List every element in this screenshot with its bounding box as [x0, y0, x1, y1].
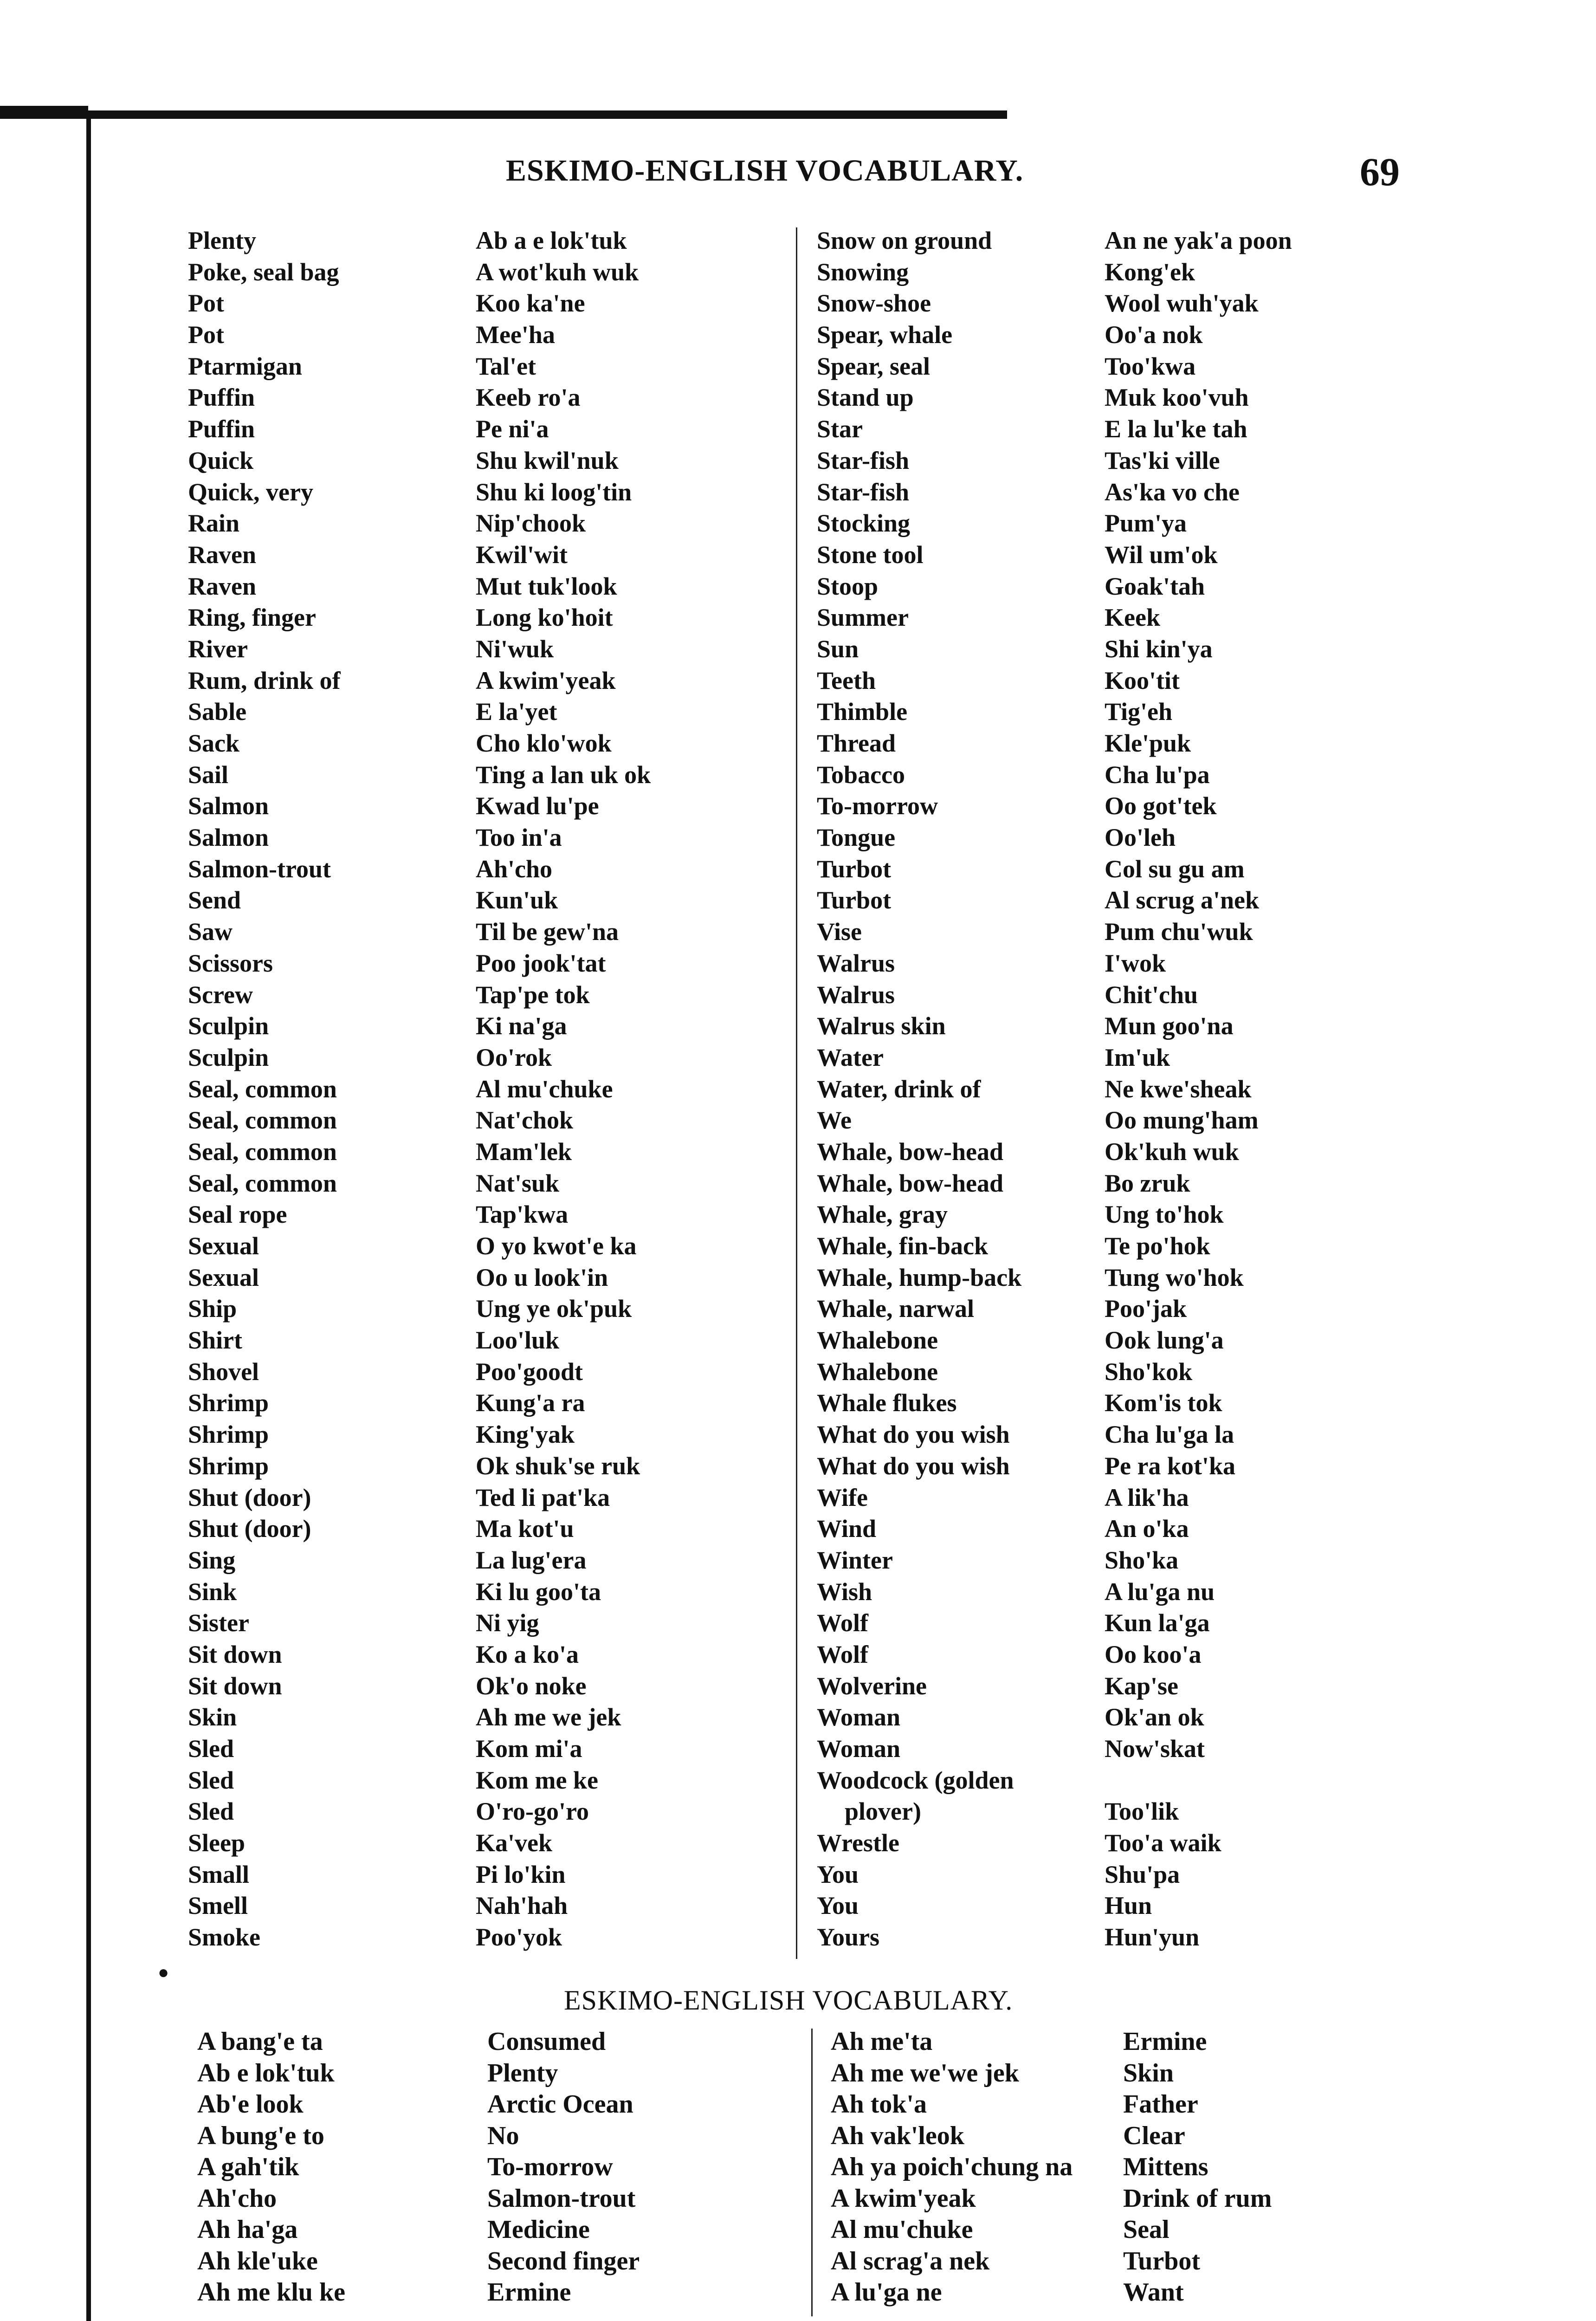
vocabulary-entry: Ung to'hok	[1105, 1200, 1224, 1229]
vocabulary-entry: Sit down	[188, 1672, 282, 1700]
vocabulary-entry: Ok'o noke	[476, 1672, 587, 1700]
vocabulary-entry: Sled	[188, 1797, 234, 1826]
vocabulary-entry: Sleep	[188, 1829, 246, 1857]
vocabulary-entry: Pot	[188, 321, 224, 349]
vocabulary-entry: Seal rope	[188, 1200, 287, 1229]
vocabulary-entry: Clear	[1123, 2121, 1185, 2150]
vocabulary-entry: Til be gew'na	[476, 918, 619, 946]
vocabulary-entry: Sister	[188, 1609, 249, 1637]
vocabulary-entry: Arctic Ocean	[487, 2090, 633, 2119]
vocabulary-entry: Ne kwe'sheak	[1105, 1075, 1252, 1103]
vocabulary-entry: Winter	[817, 1546, 893, 1574]
vocabulary-entry: Ok'kuh wuk	[1105, 1137, 1239, 1166]
vocabulary-entry: Puffin	[188, 383, 255, 412]
vocabulary-entry: Walrus	[817, 949, 895, 977]
vocabulary-entry: Smell	[188, 1892, 248, 1920]
scan-rule-vertical	[86, 111, 91, 2321]
vocabulary-entry: Ni yig	[476, 1609, 539, 1637]
vocabulary-entry: Ki na'ga	[476, 1012, 567, 1040]
vocabulary-entry: Woman	[817, 1703, 901, 1731]
vocabulary-entry: Shrimp	[188, 1389, 269, 1417]
vocabulary-entry: Ung ye ok'puk	[476, 1295, 632, 1323]
vocabulary-entry: Ptarmigan	[188, 352, 302, 380]
vocabulary-entry: I'wok	[1105, 949, 1166, 977]
vocabulary-entry: Ship	[188, 1295, 237, 1323]
vocabulary-entry: Rum, drink of	[188, 666, 341, 694]
vocabulary-entry: Pum'ya	[1105, 509, 1187, 538]
vocabulary-entry: As'ka vo che	[1105, 478, 1240, 506]
vocabulary-entry: Ah ha'ga	[197, 2215, 298, 2244]
vocabulary-entry: Te po'hok	[1105, 1232, 1210, 1260]
vocabulary-entry: Snow-shoe	[817, 289, 931, 318]
vocabulary-entry: Stoop	[817, 572, 879, 600]
vocabulary-entry: Turbot	[817, 886, 892, 914]
vocabulary-entry: Pe ra kot'ka	[1105, 1452, 1235, 1480]
vocabulary-entry: Whalebone	[817, 1326, 938, 1355]
vocabulary-entry: Shovel	[188, 1357, 259, 1386]
vocabulary-entry: A wot'kuh wuk	[476, 258, 639, 286]
eskimo-column-bottom-1	[197, 2026, 345, 2308]
vocabulary-entry: Saw	[188, 918, 233, 946]
vocabulary-entry: Medicine	[487, 2215, 590, 2244]
vocabulary-entry: Nat'suk	[476, 1169, 560, 1197]
vocabulary-entry: Spear, seal	[817, 352, 930, 380]
vocabulary-entry: Muk koo'vuh	[1105, 383, 1249, 412]
vocabulary-entry: Sled	[188, 1766, 234, 1794]
vocabulary-entry: Ab a e lok'tuk	[476, 227, 627, 254]
vocabulary-entry: Walrus	[817, 980, 895, 1009]
vocabulary-entry: Hun'yun	[1105, 1923, 1200, 1951]
vocabulary-entry: Sack	[188, 729, 240, 757]
vocabulary-entry: Screw	[188, 980, 253, 1009]
vocabulary-entry: Shut (door)	[188, 1515, 311, 1543]
vocabulary-entry: Wolverine	[817, 1672, 927, 1700]
vocabulary-entry: Whale, gray	[817, 1200, 948, 1229]
vocabulary-entry: A bang'e ta	[197, 2027, 323, 2056]
vocabulary-entry: Shrimp	[188, 1452, 269, 1480]
vocabulary-entry: Raven	[188, 572, 256, 600]
vocabulary-entry: Quick, very	[188, 478, 313, 506]
vocabulary-entry: Ah me'ta	[831, 2027, 933, 2056]
vocabulary-entry: Small	[188, 1860, 250, 1888]
vocabulary-entry: Sun	[817, 635, 859, 663]
vocabulary-entry: No	[487, 2121, 519, 2150]
english-column-bottom-1	[487, 2026, 640, 2308]
section-title: ESKIMO-ENGLISH VOCABULARY.	[564, 1985, 1013, 2016]
vocabulary-entry: Ah vak'leok	[831, 2121, 964, 2150]
vocabulary-entry: Nip'chook	[476, 509, 586, 538]
vocabulary-entry: Quick	[188, 446, 254, 474]
vocabulary-entry: Loo'luk	[476, 1326, 560, 1355]
vocabulary-entry: Oo got'tek	[1105, 792, 1217, 820]
vocabulary-entry: What do you wish	[817, 1452, 1010, 1480]
vocabulary-entry: Koo ka'ne	[476, 289, 585, 318]
vocabulary-entry: Seal, common	[188, 1169, 337, 1197]
vocabulary-entry: Shut (door)	[188, 1483, 311, 1511]
vocabulary-entry: Salmon	[188, 823, 269, 852]
vocabulary-entry: Pi lo'kin	[476, 1860, 566, 1888]
vocabulary-entry: Water, drink of	[817, 1075, 981, 1103]
vocabulary-entry: Kun la'ga	[1105, 1609, 1210, 1637]
vocabulary-entry: Woodcock (golden	[817, 1766, 1014, 1794]
vocabulary-entry: Ring, finger	[188, 603, 316, 632]
vocabulary-entry: King'yak	[476, 1420, 575, 1449]
vocabulary-entry: Wish	[817, 1577, 872, 1606]
vocabulary-entry: Skin	[188, 1703, 237, 1731]
vocabulary-entry: Plenty	[188, 227, 256, 254]
vocabulary-entry: Teeth	[817, 666, 876, 694]
vocabulary-entry: Drink of rum	[1123, 2184, 1272, 2213]
vocabulary-entry: Star	[817, 415, 863, 443]
vocabulary-entry: Mittens	[1123, 2152, 1208, 2181]
vocabulary-entry: Col su gu am	[1105, 855, 1245, 883]
eskimo-column-bottom-2	[831, 2026, 1073, 2308]
vocabulary-entry: Ah'cho	[476, 855, 553, 883]
vocabulary-entry: Water	[817, 1043, 884, 1071]
vocabulary-entry: A kwim'yeak	[476, 666, 616, 694]
vocabulary-entry: Tongue	[817, 823, 896, 852]
vocabulary-entry: Poo'yok	[476, 1923, 562, 1951]
vocabulary-entry: Shi kin'ya	[1105, 635, 1213, 663]
vocabulary-entry: A lik'ha	[1105, 1483, 1189, 1511]
vocabulary-entry: Hun	[1105, 1892, 1152, 1920]
vocabulary-entry: Snowing	[817, 258, 909, 286]
vocabulary-entry: Star-fish	[817, 478, 909, 506]
vocabulary-entry: Sho'kok	[1105, 1357, 1193, 1386]
vocabulary-entry: Nah'hah	[476, 1892, 568, 1920]
vocabulary-entry: E la'yet	[476, 698, 557, 726]
vocabulary-entry: Sho'ka	[1105, 1546, 1179, 1574]
eskimo-column-2	[1105, 225, 1292, 1953]
vocabulary-entry: Poke, seal bag	[188, 258, 339, 286]
vocabulary-entry: Keek	[1105, 603, 1160, 632]
vocabulary-entry: Ah me we'we jek	[831, 2058, 1019, 2088]
vocabulary-entry: Kom'is tok	[1105, 1389, 1222, 1417]
vocabulary-entry: O'ro-go'ro	[476, 1797, 589, 1826]
vocabulary-entry: Mee'ha	[476, 321, 555, 349]
vocabulary-entry: Ko a ko'a	[476, 1640, 579, 1668]
vocabulary-entry: Spear, whale	[817, 321, 953, 349]
vocabulary-entry: A gah'tik	[197, 2152, 299, 2181]
vocabulary-entry: Snow on ground	[817, 227, 992, 254]
vocabulary-entry: Tal'et	[476, 352, 536, 380]
vocabulary-entry: Whale, bow-head	[817, 1169, 1004, 1197]
vocabulary-entry: Ah'cho	[197, 2184, 277, 2213]
vocabulary-entry: Nat'chok	[476, 1106, 574, 1135]
vocabulary-entry: Kun'uk	[476, 886, 558, 914]
english-column-1	[188, 225, 341, 1953]
vocabulary-entry: Want	[1123, 2278, 1184, 2307]
vocabulary-entry: E la lu'ke tah	[1105, 415, 1247, 443]
vocabulary-entry: Tas'ki ville	[1105, 446, 1220, 474]
vocabulary-entry: Turbot	[1123, 2246, 1201, 2276]
vocabulary-entry: Stocking	[817, 509, 911, 538]
vocabulary-entry: Stand up	[817, 383, 914, 412]
vocabulary-entry: An o'ka	[1105, 1515, 1189, 1543]
vocabulary-entry: Yours	[817, 1923, 880, 1951]
vocabulary-entry: Ka'vek	[476, 1829, 553, 1857]
vocabulary-entry: An ne yak'a poon	[1105, 227, 1292, 254]
vocabulary-entry	[1105, 1765, 1292, 1796]
vocabulary-entry: Sculpin	[188, 1012, 269, 1040]
vocabulary-entry: Sled	[188, 1735, 234, 1763]
vocabulary-entry: Goak'tah	[1105, 572, 1205, 600]
vocabulary-entry: Ab'e look	[197, 2090, 304, 2119]
vocabulary-entry: Pe ni'a	[476, 415, 549, 443]
vocabulary-entry: Al scrug a'nek	[1105, 886, 1260, 914]
vocabulary-entry: Wool wuh'yak	[1105, 289, 1259, 318]
vocabulary-entry: Salmon	[188, 792, 269, 820]
english-column-bottom-2	[1123, 2026, 1272, 2308]
vocabulary-entry: Too'kwa	[1105, 352, 1196, 380]
vocabulary-entry: Rain	[188, 509, 240, 538]
vocabulary-entry: A bung'e to	[197, 2121, 324, 2150]
vocabulary-entry: Scissors	[188, 949, 273, 977]
vocabulary-entry: Shrimp	[188, 1420, 269, 1449]
vocabulary-entry: Poo'jak	[1105, 1295, 1187, 1323]
vocabulary-entry: Keeb ro'a	[476, 383, 581, 412]
vocabulary-entry: Tobacco	[817, 760, 905, 789]
vocabulary-entry: Shu kwil'nuk	[476, 446, 619, 474]
vocabulary-entry: Shu ki loog'tin	[476, 478, 632, 506]
vocabulary-entry: plover)	[845, 1797, 921, 1826]
vocabulary-entry: Turbot	[817, 855, 892, 883]
vocabulary-entry: To-morrow	[817, 792, 938, 820]
vocabulary-entry: Wind	[817, 1515, 877, 1543]
vocabulary-entry: Mut tuk'look	[476, 572, 617, 600]
vocabulary-entry: Consumed	[487, 2027, 606, 2056]
vocabulary-entry: Star-fish	[817, 446, 909, 474]
vocabulary-entry: Chit'chu	[1105, 980, 1198, 1009]
vocabulary-entry: Sexual	[188, 1232, 259, 1260]
vocabulary-entry: Raven	[188, 540, 256, 569]
column-divider	[796, 227, 797, 1959]
english-column-2	[817, 225, 1021, 1953]
vocabulary-entry: Whalebone	[817, 1357, 938, 1386]
vocabulary-entry: Walrus skin	[817, 1012, 946, 1040]
scan-rule-top	[0, 110, 1007, 119]
vocabulary-entry: Koo'tit	[1105, 666, 1180, 694]
vocabulary-entry: Long ko'hoit	[476, 603, 613, 632]
vocabulary-entry: Seal, common	[188, 1075, 337, 1103]
vocabulary-entry: A kwim'yeak	[831, 2184, 976, 2213]
vocabulary-entry: Sail	[188, 760, 229, 789]
page-number: 69	[1360, 149, 1400, 194]
vocabulary-entry: Stone tool	[817, 540, 924, 569]
vocabulary-entry: Oo'leh	[1105, 823, 1176, 852]
vocabulary-entry: Tap'pe tok	[476, 980, 590, 1009]
vocabulary-entry: Sexual	[188, 1263, 259, 1291]
vocabulary-entry: Send	[188, 886, 241, 914]
vocabulary-entry: Seal, common	[188, 1137, 337, 1166]
vocabulary-entry: Now'skat	[1105, 1735, 1205, 1763]
vocabulary-entry: Kom mi'a	[476, 1735, 582, 1763]
vocabulary-entry: Ermine	[1123, 2027, 1207, 2056]
vocabulary-entry: Wil um'ok	[1105, 540, 1218, 569]
vocabulary-entry: Sink	[188, 1577, 237, 1606]
vocabulary-entry: Kle'puk	[1105, 729, 1191, 757]
vocabulary-entry: River	[188, 635, 248, 663]
vocabulary-entry: Ting a lan uk ok	[476, 760, 651, 789]
vocabulary-entry: A lu'ga ne	[831, 2278, 942, 2307]
vocabulary-entry: Kom me ke	[476, 1766, 598, 1794]
vocabulary-entry: Salmon-trout	[487, 2184, 636, 2213]
vocabulary-entry: Ah me klu ke	[197, 2278, 345, 2307]
vocabulary-entry: Tap'kwa	[476, 1200, 569, 1229]
vocabulary-entry: Whale, narwal	[817, 1295, 975, 1323]
page-title: ESKIMO-ENGLISH VOCABULARY.	[506, 154, 1024, 188]
vocabulary-entry: Father	[1123, 2090, 1198, 2119]
vocabulary-entry: Whale flukes	[817, 1389, 957, 1417]
vocabulary-entry: Oo mung'ham	[1105, 1106, 1259, 1135]
vocabulary-entry: Bo zruk	[1105, 1169, 1190, 1197]
vocabulary-entry: La lug'era	[476, 1546, 587, 1574]
vocabulary-entry: Kung'a ra	[476, 1389, 585, 1417]
scan-speck: ●	[158, 1962, 169, 1983]
vocabulary-entry: Salmon-trout	[188, 855, 331, 883]
vocabulary-entry: Ki lu goo'ta	[476, 1577, 601, 1606]
vocabulary-entry: Mam'lek	[476, 1137, 572, 1166]
column-divider-bottom	[811, 2029, 813, 2316]
vocabulary-entry: Im'uk	[1105, 1043, 1170, 1071]
vocabulary-entry: Smoke	[188, 1923, 261, 1951]
vocabulary-entry: Second finger	[487, 2246, 640, 2276]
vocabulary-entry: Puffin	[188, 415, 255, 443]
vocabulary-entry: Poo jook'tat	[476, 949, 606, 977]
vocabulary-entry: Ni'wuk	[476, 635, 554, 663]
vocabulary-entry: Pot	[188, 289, 224, 318]
vocabulary-entry: Whale, fin-back	[817, 1232, 989, 1260]
vocabulary-entry: Plenty	[487, 2058, 558, 2088]
vocabulary-entry: Whale, bow-head	[817, 1137, 1004, 1166]
vocabulary-entry: Wrestle	[817, 1829, 899, 1857]
vocabulary-entry: Kong'ek	[1105, 258, 1195, 286]
vocabulary-entry: You	[817, 1892, 859, 1920]
vocabulary-entry: Ah tok'a	[831, 2090, 927, 2119]
vocabulary-entry: Ma kot'u	[476, 1515, 574, 1543]
vocabulary-entry: Skin	[1123, 2058, 1174, 2088]
vocabulary-entry: Oo'a nok	[1105, 321, 1203, 349]
vocabulary-entry: Ook lung'a	[1105, 1326, 1224, 1355]
vocabulary-entry: Ah ya poich'chung na	[831, 2152, 1073, 2181]
eskimo-column-1	[476, 225, 651, 1953]
vocabulary-entry: Kap'se	[1105, 1672, 1179, 1700]
vocabulary-entry: Ermine	[487, 2278, 571, 2307]
vocabulary-entry: Cho klo'wok	[476, 729, 612, 757]
vocabulary-entry: O yo kwot'e ka	[476, 1232, 637, 1260]
vocabulary-entry: Al scrag'a nek	[831, 2246, 990, 2276]
vocabulary-entry: To-morrow	[487, 2152, 613, 2181]
vocabulary-entry: Pum chu'wuk	[1105, 918, 1253, 946]
vocabulary-entry: Al mu'chuke	[476, 1075, 613, 1103]
vocabulary-entry: Kwad lu'pe	[476, 792, 599, 820]
vocabulary-entry: Vise	[817, 918, 862, 946]
vocabulary-entry: Oo'rok	[476, 1043, 552, 1071]
vocabulary-entry: Ah kle'uke	[197, 2246, 318, 2276]
vocabulary-entry: Ted li pat'ka	[476, 1483, 610, 1511]
vocabulary-entry: Too'a waik	[1105, 1829, 1221, 1857]
vocabulary-entry: A lu'ga nu	[1105, 1577, 1215, 1606]
vocabulary-entry: Wife	[817, 1483, 868, 1511]
vocabulary-entry: Tung wo'hok	[1105, 1263, 1244, 1291]
vocabulary-entry: Ab e lok'tuk	[197, 2058, 335, 2088]
vocabulary-entry: Oo koo'a	[1105, 1640, 1202, 1668]
vocabulary-entry: Thimble	[817, 698, 908, 726]
vocabulary-entry: Tig'eh	[1105, 698, 1173, 726]
vocabulary-entry: Too in'a	[476, 823, 562, 852]
vocabulary-entry: You	[817, 1860, 859, 1888]
vocabulary-entry: Cha lu'ga la	[1105, 1420, 1234, 1449]
vocabulary-entry: Sculpin	[188, 1043, 269, 1071]
vocabulary-entry: Wolf	[817, 1609, 869, 1637]
vocabulary-entry: Kwil'wit	[476, 540, 568, 569]
vocabulary-entry: Sing	[188, 1546, 236, 1574]
vocabulary-entry: Mun goo'na	[1105, 1012, 1234, 1040]
vocabulary-entry: Shirt	[188, 1326, 243, 1355]
vocabulary-entry: Wolf	[817, 1640, 869, 1668]
vocabulary-entry: Seal, common	[188, 1106, 337, 1135]
vocabulary-entry: Oo u look'in	[476, 1263, 608, 1291]
vocabulary-entry: Thread	[817, 729, 896, 757]
vocabulary-entry: Poo'goodt	[476, 1357, 583, 1386]
vocabulary-entry: Ah me we jek	[476, 1703, 621, 1731]
vocabulary-entry: Ok shuk'se ruk	[476, 1452, 640, 1480]
vocabulary-entry: Sit down	[188, 1640, 282, 1668]
vocabulary-entry: Shu'pa	[1105, 1860, 1180, 1888]
vocabulary-entry: Whale, hump-back	[817, 1263, 1022, 1291]
vocabulary-entry: Cha lu'pa	[1105, 760, 1210, 789]
vocabulary-entry: Seal	[1123, 2215, 1170, 2244]
vocabulary-entry: What do you wish	[817, 1420, 1010, 1449]
vocabulary-entry: We	[817, 1106, 852, 1135]
vocabulary-entry: Al mu'chuke	[831, 2215, 973, 2244]
vocabulary-entry: Sable	[188, 698, 247, 726]
vocabulary-entry: Woman	[817, 1735, 901, 1763]
vocabulary-entry: Ok'an ok	[1105, 1703, 1204, 1731]
vocabulary-entry: Summer	[817, 603, 909, 632]
vocabulary-entry: Too'lik	[1105, 1797, 1179, 1826]
